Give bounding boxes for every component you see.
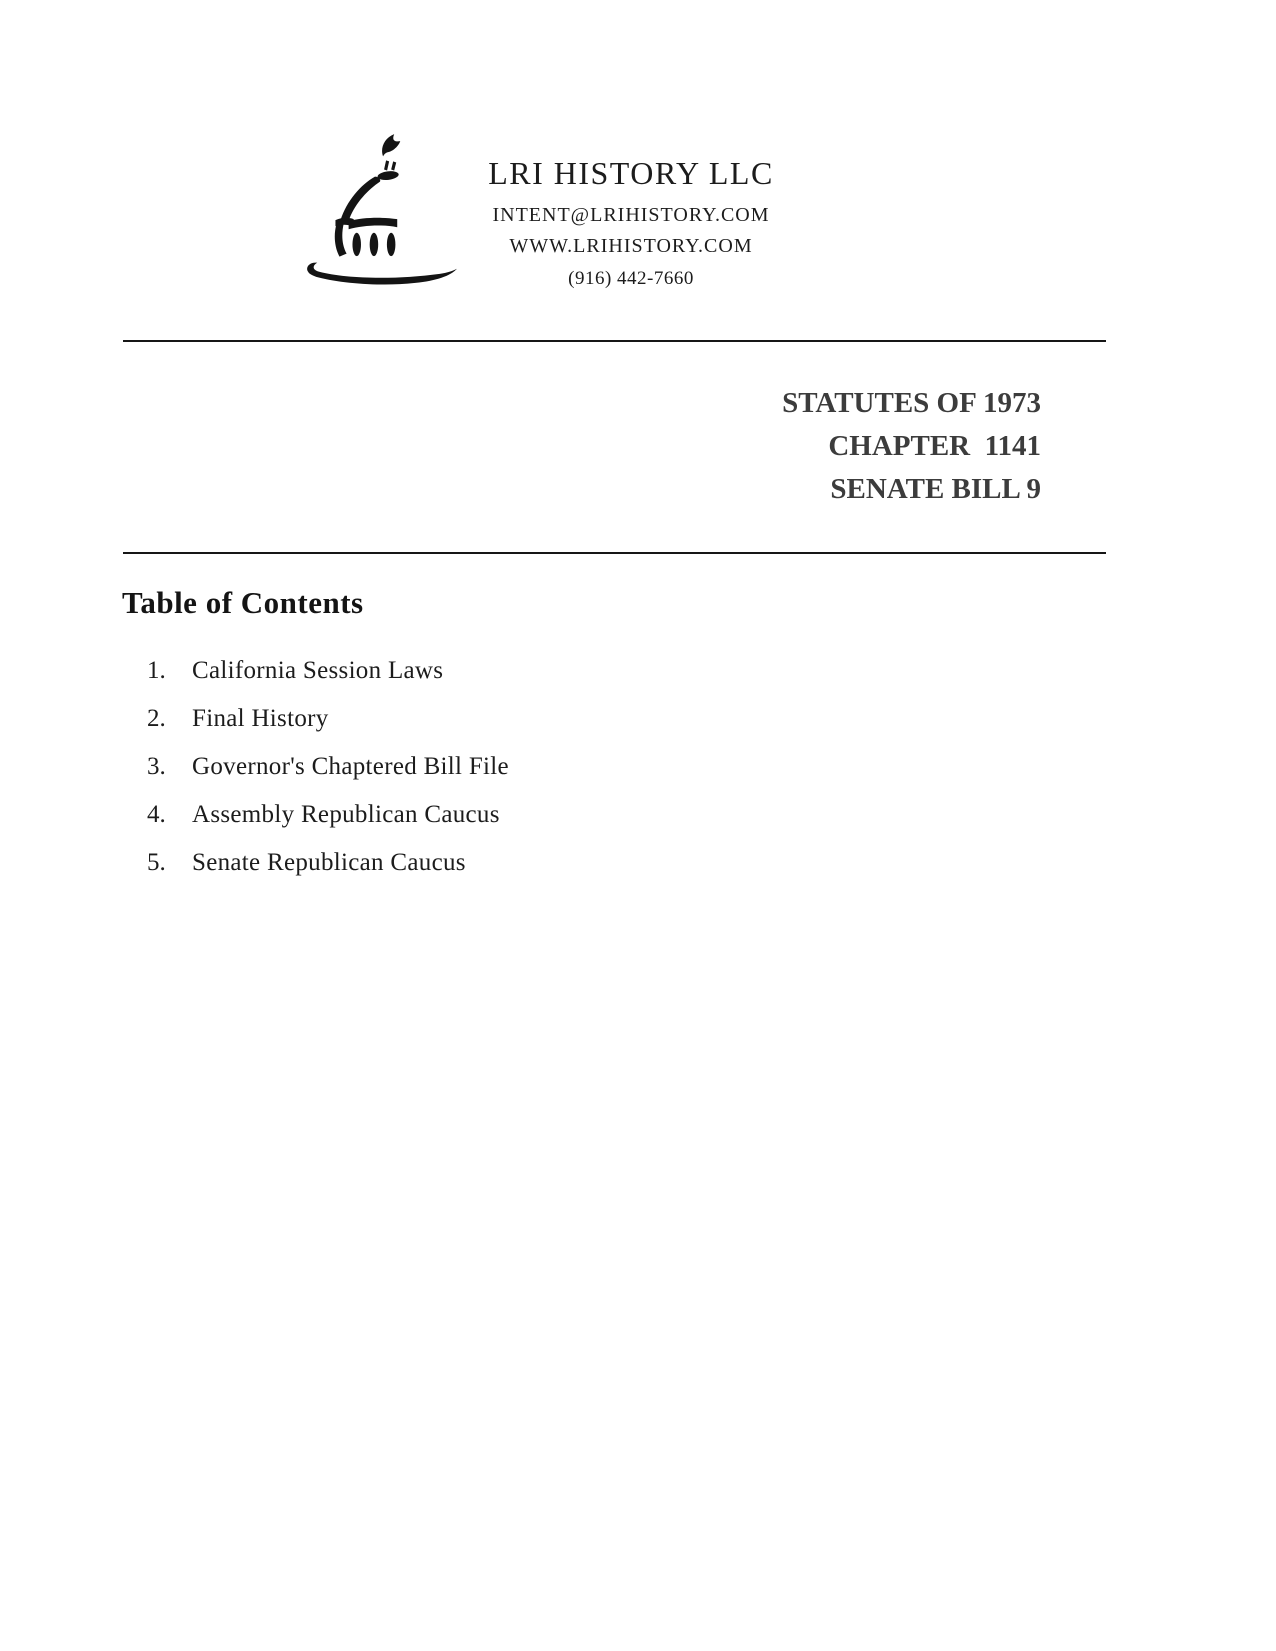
toc-item — [147, 849, 509, 877]
toc-item-number: 5. — [147, 849, 166, 876]
document-heading — [782, 382, 1041, 511]
toc-item-number: 4. — [147, 801, 166, 828]
toc-item-number: 1. — [147, 657, 166, 684]
chapter-line: CHAPTER 1141 — [828, 430, 1041, 462]
horizontal-rule-bottom — [123, 552, 1106, 554]
statutes-line: STATUTES OF 1973 — [782, 387, 1041, 419]
toc-item — [147, 657, 509, 685]
toc-item — [147, 705, 509, 733]
horizontal-rule-top — [123, 340, 1106, 342]
toc-list — [147, 657, 509, 897]
senate-bill-line: SENATE BILL 9 — [830, 473, 1041, 505]
toc-item — [147, 753, 509, 781]
company-email: INTENT@LRIHISTORY.COM — [492, 204, 770, 226]
toc-item-label: Final History — [192, 705, 329, 732]
toc-title: Table of Contents — [122, 585, 364, 620]
company-website: WWW.LRIHISTORY.COM — [509, 235, 753, 257]
company-name: LRI HISTORY LLC — [488, 155, 774, 191]
toc-item — [147, 801, 509, 829]
toc-item-number: 2. — [147, 705, 166, 732]
company-phone: (916) 442-7660 — [568, 268, 694, 289]
toc-item-number: 3. — [147, 753, 166, 780]
toc-item-label: Senate Republican Caucus — [192, 849, 466, 876]
toc-item-label: California Session Laws — [192, 657, 444, 684]
toc-item-label: Assembly Republican Caucus — [192, 801, 500, 828]
toc-item-label: Governor's Chaptered Bill File — [192, 753, 509, 780]
letterhead — [408, 154, 854, 290]
